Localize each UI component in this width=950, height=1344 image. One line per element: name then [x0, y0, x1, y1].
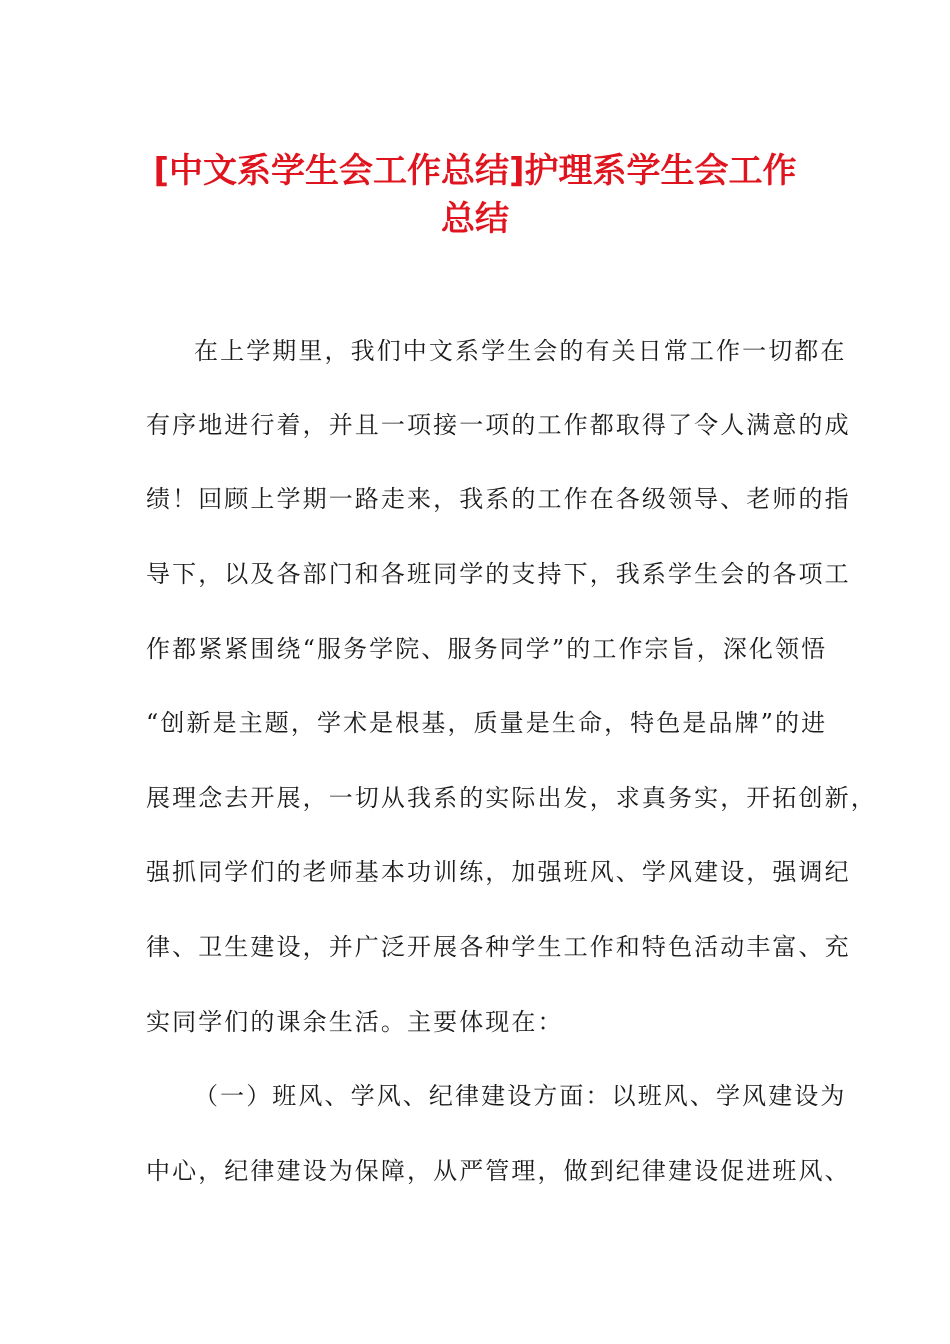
- paragraph-line: 在上学期里，我们中文系学生会的有关日常工作一切都在: [194, 337, 847, 365]
- document-title-line-2: 总结: [441, 199, 509, 239]
- paragraph-line: 绩！回顾上学期一路走来，我系的工作在各级领导、老师的指: [146, 485, 851, 513]
- paragraph-line: 中心，纪律建设为保障，从严管理，做到纪律建设促进班风、: [146, 1157, 851, 1185]
- paragraph-line: 有序地进行着，并且一项接一项的工作都取得了令人满意的成: [146, 411, 851, 439]
- paragraph-line: 展理念去开展，一切从我系的实际出发，求真务实，开拓创新，: [146, 784, 877, 812]
- paragraph-line: （一）班风、学风、纪律建设方面：以班风、学风建设为: [194, 1082, 847, 1110]
- paragraph-line: “创新是主题，学术是根基，质量是生命，特色是品牌”的进: [146, 709, 828, 737]
- paragraph-line: 律、卫生建设，并广泛开展各种学生工作和特色活动丰富、充: [146, 933, 851, 961]
- paragraph-line: 实同学们的课余生活。主要体现在：: [146, 1008, 564, 1036]
- paragraph-line: 强抓同学们的老师基本功训练，加强班风、学风建设，强调纪: [146, 858, 851, 886]
- paragraph-line: 作都紧紧围绕“服务学院、服务同学”的工作宗旨，深化领悟: [146, 635, 828, 663]
- document-title-line-1: [中文系学生会工作总结]护理系学生会工作: [153, 151, 797, 191]
- paragraph-line: 导下，以及各部门和各班同学的支持下，我系学生会的各项工: [146, 560, 851, 588]
